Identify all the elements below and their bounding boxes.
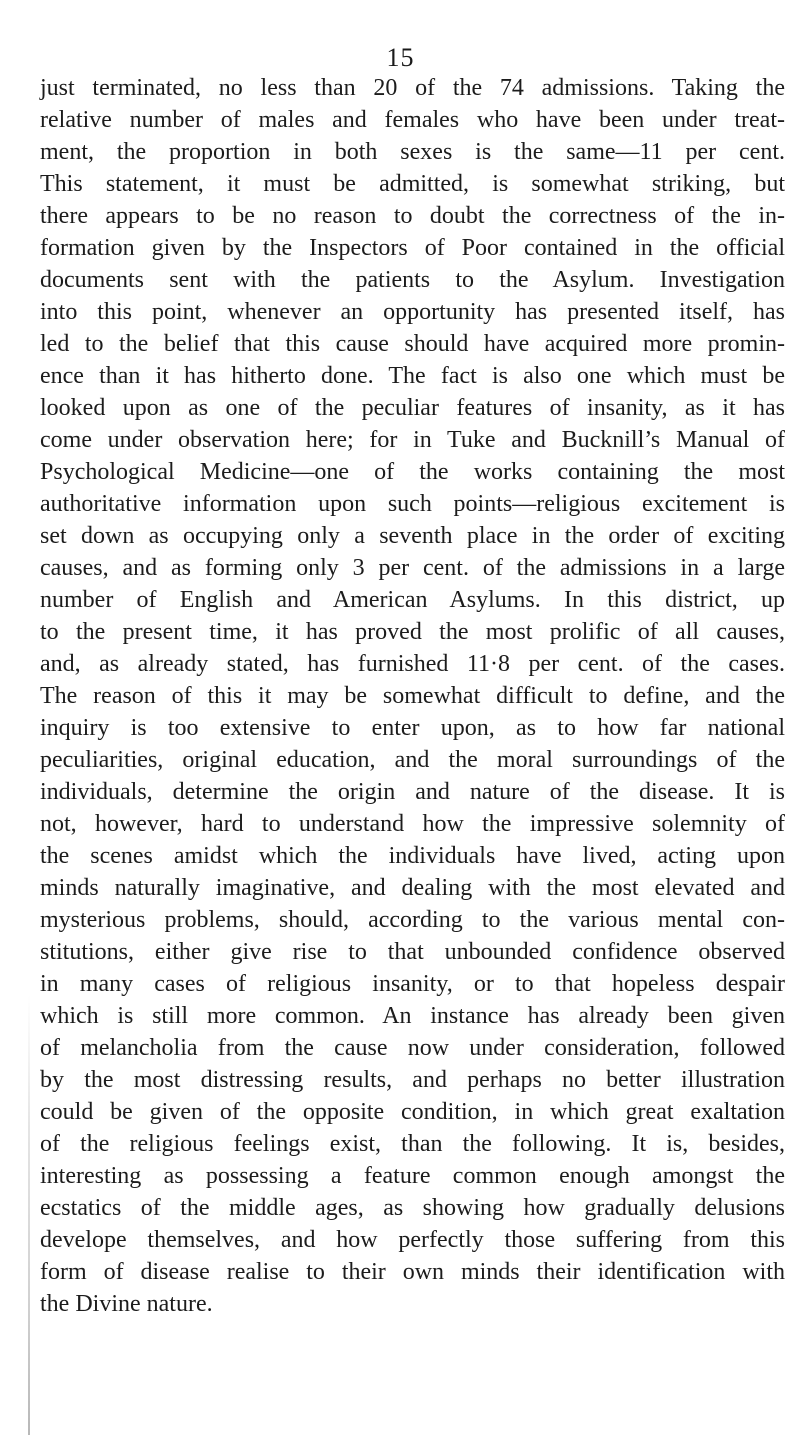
text-line: individuals, determine the origin and nature of the disease. It is: [40, 779, 785, 805]
page-number: 15: [386, 43, 415, 72]
body-paragraph: [40, 72, 785, 1320]
text-line: number of English and American Asylums. In this district, up: [40, 587, 785, 613]
text-line: inquiry is too extensive to enter upon, as to how far national: [40, 715, 785, 741]
text-line: to the present time, it has proved the most prolific of all causes,: [40, 619, 785, 645]
text-line: looked upon as one of the peculiar features of insanity, as it has: [40, 395, 785, 421]
text-line: interesting as possessing a feature common enough amongst the: [40, 1163, 785, 1189]
text-line: which is still more common. An instance has already been given: [40, 1003, 785, 1029]
text-line: Psychological Medicine—one of the works containing the most: [40, 459, 785, 485]
text-line: by the most distressing results, and perhaps no better illustration: [40, 1067, 785, 1093]
text-line: mysterious problems, should, according to the various mental con-: [40, 907, 785, 933]
text-line: not, however, hard to understand how the impressive solemnity of: [40, 811, 785, 837]
text-line: come under observation here; for in Tuke and Bucknill’s Manual of: [40, 427, 785, 453]
text-line: of melancholia from the cause now under consideration, followed: [40, 1035, 785, 1061]
text-line: there appears to be no reason to doubt the correctness of the in-: [40, 203, 785, 229]
text-line: led to the belief that this cause should have acquired more promin-: [40, 331, 785, 357]
text-line: into this point, whenever an opportunity has presented itself, has: [40, 299, 785, 325]
text-line: form of disease realise to their own minds their identification with: [40, 1259, 785, 1285]
text-line: in many cases of religious insanity, or to that hopeless despair: [40, 971, 785, 997]
text-line: ence than it has hitherto done. The fact is also one which must be: [40, 363, 785, 389]
text-line: set down as occupying only a seventh place in the order of exciting: [40, 523, 785, 549]
text-line: and, as already stated, has furnished 11·8 per cent. of the cases.: [40, 651, 785, 677]
text-line: ecstatics of the middle ages, as showing how gradually delusions: [40, 1195, 785, 1221]
text-line: peculiarities, original education, and the moral surroundings of the: [40, 747, 785, 773]
text-line: develope themselves, and how perfectly those suffering from this: [40, 1227, 785, 1253]
text-line: causes, and as forming only 3 per cent. of the admissions in a large: [40, 555, 785, 581]
text-line: the Divine nature.: [40, 1291, 213, 1317]
text-line: formation given by the Inspectors of Poor contained in the official: [40, 235, 785, 261]
page-edge-shadow: [28, 995, 30, 1435]
text-line: stitutions, either give rise to that unbounded confidence observed: [40, 939, 785, 965]
text-line: the scenes amidst which the individuals have lived, acting upon: [40, 843, 785, 869]
text-line: authoritative information upon such points—religious excitement is: [40, 491, 785, 517]
text-line: minds naturally imaginative, and dealing with the most elevated and: [40, 875, 785, 901]
text-line: could be given of the opposite condition, in which great exaltation: [40, 1099, 785, 1125]
text-line: This statement, it must be admitted, is somewhat striking, but: [40, 171, 785, 197]
text-line: The reason of this it may be somewhat difficult to define, and the: [40, 683, 785, 709]
text-line: documents sent with the patients to the Asylum. Investigation: [40, 267, 785, 293]
text-line: ment, the proportion in both sexes is the same—11 per cent.: [40, 139, 785, 165]
text-line: relative number of males and females who have been under treat-: [40, 107, 785, 133]
text-line: of the religious feelings exist, than the following. It is, besides,: [40, 1131, 785, 1157]
text-line: just terminated, no less than 20 of the 74 admissions. Taking the: [40, 75, 785, 101]
